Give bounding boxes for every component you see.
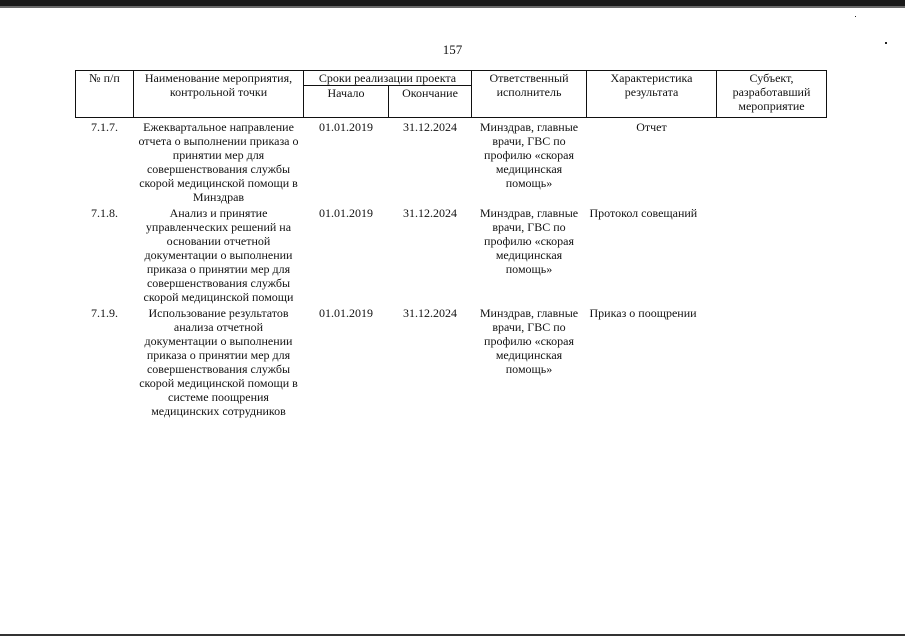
row-subject <box>717 304 827 422</box>
row-subject <box>717 204 827 304</box>
row-name: Использование результатов анализа отчетной документации о выполнении приказа о принятии мер для совершенствования службы скорой медицинской помощи в системе поощрения медицинских сотрудников <box>139 306 298 418</box>
table-row <box>76 118 827 205</box>
row-num: 7.1.7. <box>91 120 118 134</box>
header-terms-group: Сроки реализации проекта <box>304 71 472 86</box>
scan-speck <box>855 16 856 17</box>
row-start: 01.01.2019 <box>319 206 373 220</box>
table-row <box>76 304 827 422</box>
row-end: 31.12.2024 <box>403 206 457 220</box>
row-num: 7.1.9. <box>91 306 118 320</box>
row-name: Ежеквартальное направление отчета о выполнении приказа о принятии мер для совершенствования службы скорой медицинской помощи в Минздрав <box>138 120 299 204</box>
header-responsible: Ответственный исполнитель <box>472 71 587 118</box>
row-responsible: Минздрав, главные врачи, ГВС по профилю «скорая медицинская помощь» <box>479 206 579 276</box>
row-subject <box>717 118 827 205</box>
row-result: Отчет <box>636 120 667 134</box>
row-result: Приказ о поощрении <box>589 306 697 320</box>
table-header-row <box>76 71 827 86</box>
header-num: № п/п <box>76 71 134 118</box>
row-start: 01.01.2019 <box>319 306 373 320</box>
row-num: 7.1.8. <box>91 206 118 220</box>
header-subject: Субъект, разработавший мероприятие <box>717 71 827 118</box>
row-start: 01.01.2019 <box>319 120 373 134</box>
table-row <box>76 204 827 304</box>
page-number: 157 <box>442 42 463 57</box>
row-end: 31.12.2024 <box>403 306 457 320</box>
header-result: Характеристика результата <box>587 71 717 118</box>
row-result: Протокол совещаний <box>589 206 698 220</box>
header-start: Начало <box>304 86 389 118</box>
row-name: Анализ и принятие управленческих решений на основании отчетной документации о выполнении приказа о принятии мер для совершенствования службы скорой медицинской помощи <box>143 206 294 304</box>
row-responsible: Минздрав, главные врачи, ГВС по профилю «скорая медицинская помощь» <box>479 120 579 190</box>
row-end: 31.12.2024 <box>403 120 457 134</box>
scan-edge-bottom <box>0 634 905 636</box>
scan-edge-top-shadow <box>0 6 905 8</box>
header-end: Окончание <box>389 86 472 118</box>
plan-table <box>75 70 827 422</box>
row-responsible: Минздрав, главные врачи, ГВС по профилю «скорая медицинская помощь» <box>479 306 579 376</box>
header-name: Наименование мероприятия, контрольной точки <box>134 71 304 118</box>
